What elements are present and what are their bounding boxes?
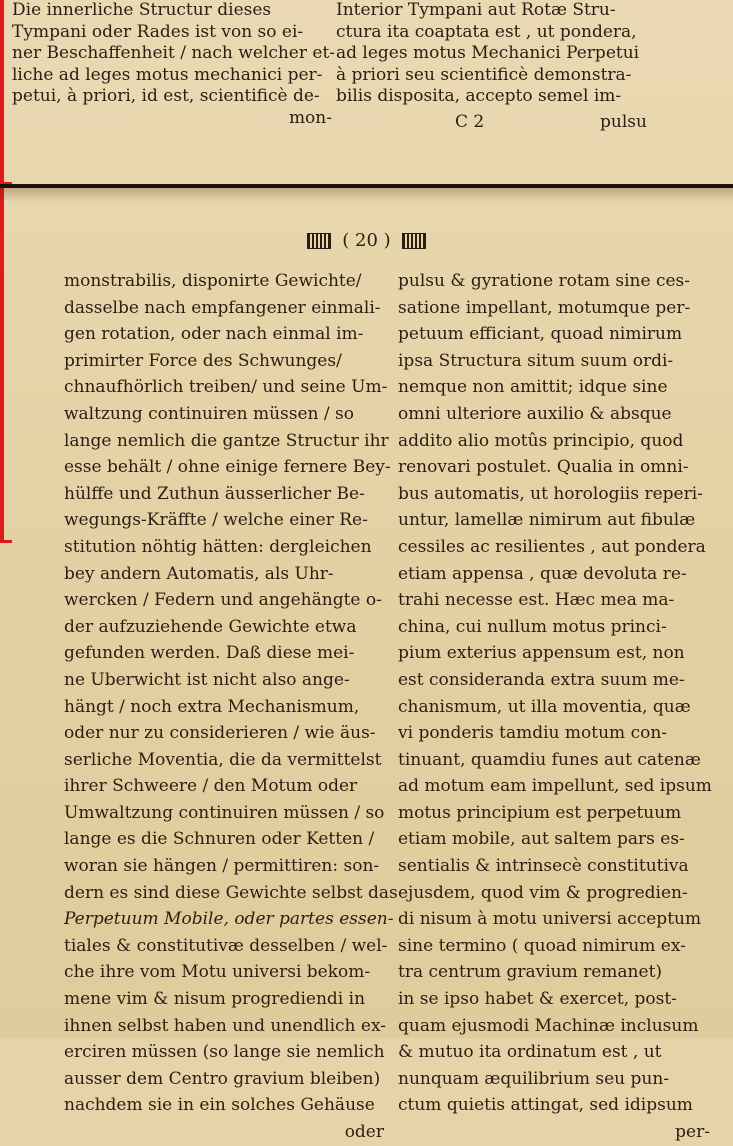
latin-line: tra centrum gravium remanet) (398, 962, 663, 983)
german-line: monstrabilis, disponirte Gewichte/ (64, 271, 362, 291)
german-line: der aufzuziehende Gewichte etwa (64, 616, 357, 637)
page-header (0, 230, 733, 254)
latin-line: ctum quietis attingat, sed idipsum (398, 1095, 693, 1116)
latin-line: petuum efficiant, quoad nimirum (398, 324, 683, 345)
german-line: woran sie hängen / permittiren: son- (64, 856, 380, 877)
latin-line: omni ulteriore auxilio & absque (398, 403, 672, 424)
red-marker-bottom-tick (0, 540, 12, 543)
latin-line: china, cui nullum motus princi- (398, 616, 667, 637)
german-line: nachdem sie in ein solches Gehäuse (64, 1095, 375, 1116)
german-line: lange es die Schnuren oder Ketten / (64, 829, 375, 850)
red-margin-marker (0, 0, 4, 543)
german-line: esse behält / ohne einige fernere Bey- (64, 457, 391, 478)
german-line: hülffe und Zuthun äusserlicher Be- (64, 483, 365, 504)
latin-line: etiam appensa , quæ devoluta re- (398, 563, 687, 584)
fragment-left-line: ner Beschaffenheit / nach welcher et- (12, 43, 336, 63)
fragment-right-line: ad leges motus Mechanici Perpetui (336, 43, 640, 63)
latin-line: chanismum, ut illa moventia, quæ (398, 696, 691, 717)
german-line: lange nemlich die gantze Structur ihr (64, 430, 389, 451)
german-line: waltzung continuiren müssen / so (64, 403, 354, 424)
german-line: primirter Force des Schwunges/ (64, 350, 342, 371)
latin-line: pium exterius appensum est, non (398, 643, 685, 664)
page-divider-shadow (0, 188, 733, 202)
latin-line: sine termino ( quoad nimirum ex- (398, 935, 686, 956)
german-line: gefunden werden. Daß diese mei- (64, 643, 355, 664)
german-line: hängt / noch extra Mechanismum, (64, 696, 360, 717)
german-line: stitution nöhtig hätten: dergleichen (64, 536, 372, 557)
german-line: erciren müssen (so lange sie nemlich (64, 1042, 385, 1063)
latin-line: etiam mobile, aut saltem pars es- (398, 829, 685, 850)
german-line: wegungs-Kräffte / welche einer Re- (64, 510, 368, 531)
fragment-left-column (12, 0, 336, 129)
german-line: ausser dem Centro gravium bleiben) (64, 1068, 381, 1089)
german-line: ihrer Schweere / den Motum oder (64, 776, 358, 797)
german-line: Perpetuum Mobile, oder partes essen- (64, 909, 394, 930)
fragment-left-line: Die innerliche Structur dieses (12, 0, 272, 20)
latin-line: nemque non amittit; idque sine (398, 377, 668, 398)
fragment-left-line: mon- (288, 107, 332, 128)
latin-line: ad motum eam impellunt, sed ipsum (398, 776, 712, 797)
latin-line: in se ipso habet & exercet, post- (398, 989, 677, 1010)
german-line: oder nur zu considerieren / wie äus- (64, 723, 376, 744)
latin-catchword: per- (675, 1122, 710, 1142)
fragment-right-column (336, 0, 726, 108)
latin-line: ejusdem, quod vim & progredien- (398, 882, 688, 903)
latin-line: addito alio motûs principio, quod (398, 430, 684, 451)
latin-line: cessiles ac resilientes , aut pondera (398, 536, 706, 557)
german-line: serliche Moventia, die da vermittelst (64, 749, 382, 770)
fragment-right-line: bilis disposita, accepto semel im- (336, 86, 622, 106)
latin-line: tinuant, quamdiu funes aut catenæ (398, 749, 701, 770)
german-line: che ihre vom Motu universi bekom- (64, 962, 371, 983)
latin-line: ipsa Structura situm suum ordi- (398, 350, 674, 371)
fragment-right-line: à priori seu scientificè demonstra- (336, 64, 632, 85)
latin-line: nunquam æquilibrium seu pun- (398, 1068, 670, 1089)
german-line: ne Uberwicht ist nicht also ange- (64, 669, 350, 690)
latin-line: untur, lamellæ nimirum aut fibulæ (398, 510, 696, 531)
latin-line: satione impellant, motumque per- (398, 297, 691, 318)
latin-line: est consideranda extra suum me- (398, 669, 685, 690)
german-catchword: oder (344, 1122, 384, 1142)
german-column (64, 268, 398, 1146)
latin-line: & mutuo ita ordinatum est , ut (398, 1042, 662, 1063)
fragment-left-line: liche ad leges motus mechanici per- (12, 64, 323, 85)
german-line: ihnen selbst haben und unendlich ex- (64, 1015, 387, 1036)
german-line: bey andern Automatis, als Uhr- (64, 563, 334, 584)
fragment-right-line: Interior Tympani aut Rotæ Stru- (336, 0, 616, 20)
german-line: dasselbe nach empfangener einmali- (64, 297, 381, 318)
german-line: mene vim & nisum progrediendi in (64, 989, 366, 1010)
ornament-left-icon (307, 233, 331, 249)
latin-column (398, 268, 710, 1146)
german-line: Umwaltzung continuiren müssen / so (64, 802, 385, 823)
latin-line: motus principium est perpetuum (398, 802, 682, 823)
latin-line: renovari postulet. Qualia in omni- (398, 457, 689, 478)
previous-page-fragment (0, 0, 733, 180)
signature-mark: C 2 (455, 112, 485, 132)
fragment-left-line: petui, à priori, id est, scientificè de- (12, 86, 320, 106)
fragment-left-line: Tympani oder Rades ist von so ei- (12, 21, 304, 42)
fragment-right-line: ctura ita coaptata est , ut pondera, (336, 21, 637, 42)
latin-line: pulsu & gyratione rotam sine ces- (398, 271, 691, 291)
german-line: tiales & constitutivæ desselben / wel- (64, 935, 388, 956)
latin-line: bus automatis, ut horologiis reperi- (398, 483, 703, 504)
german-line: gen rotation, oder nach einmal im- (64, 324, 364, 345)
latin-line: quam ejusmodi Machinæ inclusum (398, 1015, 699, 1036)
latin-line: vi ponderis tamdiu motum con- (398, 723, 668, 744)
latin-line: sentialis & intrinsecè constitutiva (398, 856, 689, 877)
page-number: ( 20 ) (342, 230, 391, 251)
german-line: wercken / Federn und angehängte o- (64, 590, 382, 611)
latin-line: trahi necesse est. Hæc mea ma- (398, 590, 675, 611)
german-line: dern es sind diese Gewichte selbst das (64, 882, 398, 903)
latin-line: di nisum à motu universi acceptum (398, 909, 702, 930)
catchword: pulsu (600, 112, 647, 132)
german-line: chnaufhörlich treiben/ und seine Um- (64, 377, 388, 398)
ornament-right-icon (402, 233, 426, 249)
